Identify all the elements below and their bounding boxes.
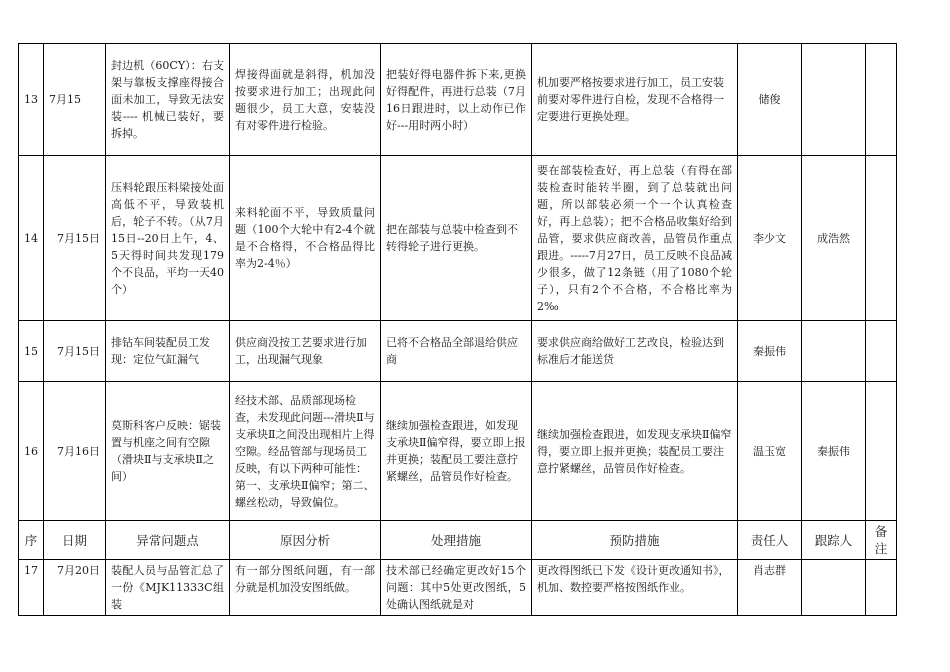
prevention-cell: 更改得图纸已下发《设计更改通知书》，机加、数控要严格按图纸作业。 [532,560,738,616]
remark-cell [866,156,897,321]
owner-cell: 秦振伟 [738,321,802,382]
exception-log-table [18,43,897,616]
owner-cell: 储俊 [738,44,802,156]
table-row [19,560,897,616]
table-header-row [19,521,897,560]
owner-cell: 温玉宽 [738,382,802,521]
seq-cell: 15 [19,321,44,382]
cause-cell: 焊接得面就是斜得，机加没按要求进行加工；出现此问题很少，员工大意，安装没有对零件进行检验。 [230,44,381,156]
prevention-cell: 继续加强检查跟进，如发现支承块Ⅱ偏窄得，要立即上报并更换；装配员工要注意拧紧螺丝，品管员作好检查。 [532,382,738,521]
action-cell: 已将不合格品全部退给供应商 [381,321,532,382]
header-tracker: 跟踪人 [802,521,866,560]
date-cell: 7月20日 [44,560,106,616]
seq-cell: 13 [19,44,44,156]
header-seq: 序 [19,521,44,560]
action-cell: 把装好得电器件拆下来,更换好得配件，再进行总装（7月16日跟进时，以上动作已作好---用时两小时） [381,44,532,156]
issue-cell: 封边机（60CY）：右支架与靠板支撑座得接合面未加工，导致无法安装---- 机械已装好，要拆掉。 [106,44,230,156]
remark-cell [866,44,897,156]
issue-cell: 压料轮跟压料梁接处面高低不平，导致装机后，轮子不转。（从7月15日--20日上午，4、5天得时间共发现179个不良品，平均一天40个） [106,156,230,321]
remark-cell [866,382,897,521]
date-cell: 7月15 [44,44,106,156]
prevention-cell: 要在部装检查好，再上总装（有得在部装检查时能转半圈，到了总装就出问题，所以部装必须一个一个认真检查好，再上总装）；把不合格品收集好给到品管，要求供应商改善，品管员作重点跟进。-----7月27日，员工反映不良品减少很多，做了12条链（用了1080个轮子），只有2个不合格，不合格比率为2‰ [532,156,738,321]
table-row [19,156,897,321]
tracker-cell [802,44,866,156]
tracker-cell [802,560,866,616]
header-issue: 异常问题点 [106,521,230,560]
prevention-cell: 要求供应商给做好工艺改良，检验达到标准后才能送货 [532,321,738,382]
cause-cell: 来料轮面不平，导致质量问题（100个大轮中有2-4个就是不合格得，不合格品得比率为2-4％） [230,156,381,321]
cause-cell: 经技术部、品质部现场检查，未发现此问题---滑块Ⅱ与支承块Ⅱ之间没出现相片上得空隙。经品管部与现场员工反映，有以下两种可能性：第一、支承块Ⅱ偏窄；第二、螺丝松动，导致偏位。 [230,382,381,521]
date-cell: 7月16日 [44,382,106,521]
remark-cell [866,321,897,382]
header-remark: 备注 [866,521,897,560]
header-owner: 责任人 [738,521,802,560]
cause-cell: 供应商没按工艺要求进行加工，出现漏气现象 [230,321,381,382]
seq-cell: 17 [19,560,44,616]
issue-cell: 装配人员与品管汇总了一份《MJK11333C组装 [106,560,230,616]
tracker-cell [802,321,866,382]
header-date: 日期 [44,521,106,560]
header-prevention: 预防措施 [532,521,738,560]
header-cause: 原因分析 [230,521,381,560]
owner-cell: 李少文 [738,156,802,321]
action-cell: 把在部装与总装中检查到不转得轮子进行更换。 [381,156,532,321]
tracker-cell: 秦振伟 [802,382,866,521]
issue-cell: 排钻车间装配员工发现：定位气缸漏气 [106,321,230,382]
issue-cell: 莫斯科客户反映：锯装置与机座之间有空隙（滑块Ⅱ与支承块Ⅱ之间） [106,382,230,521]
action-cell: 技术部已经确定更改好15个问题：其中5处更改图纸，5处确认图纸就是对 [381,560,532,616]
remark-cell [866,560,897,616]
header-action: 处理措施 [381,521,532,560]
date-cell: 7月15日 [44,321,106,382]
table-row [19,44,897,156]
seq-cell: 16 [19,382,44,521]
action-cell: 继续加强检查跟进，如发现支承块Ⅱ偏窄得，要立即上报并更换；装配员工要注意拧紧螺丝，品管员作好检查。 [381,382,532,521]
date-cell: 7月15日 [44,156,106,321]
owner-cell: 肖志群 [738,560,802,616]
table-row [19,382,897,521]
table-row [19,321,897,382]
seq-cell: 14 [19,156,44,321]
tracker-cell: 成浩然 [802,156,866,321]
prevention-cell: 机加要严格按要求进行加工，员工安装前要对零件进行自检，发现不合格得一定要进行更换处理。 [532,44,738,156]
cause-cell: 有一部分图纸问题，有一部分就是机加没安图纸做。 [230,560,381,616]
